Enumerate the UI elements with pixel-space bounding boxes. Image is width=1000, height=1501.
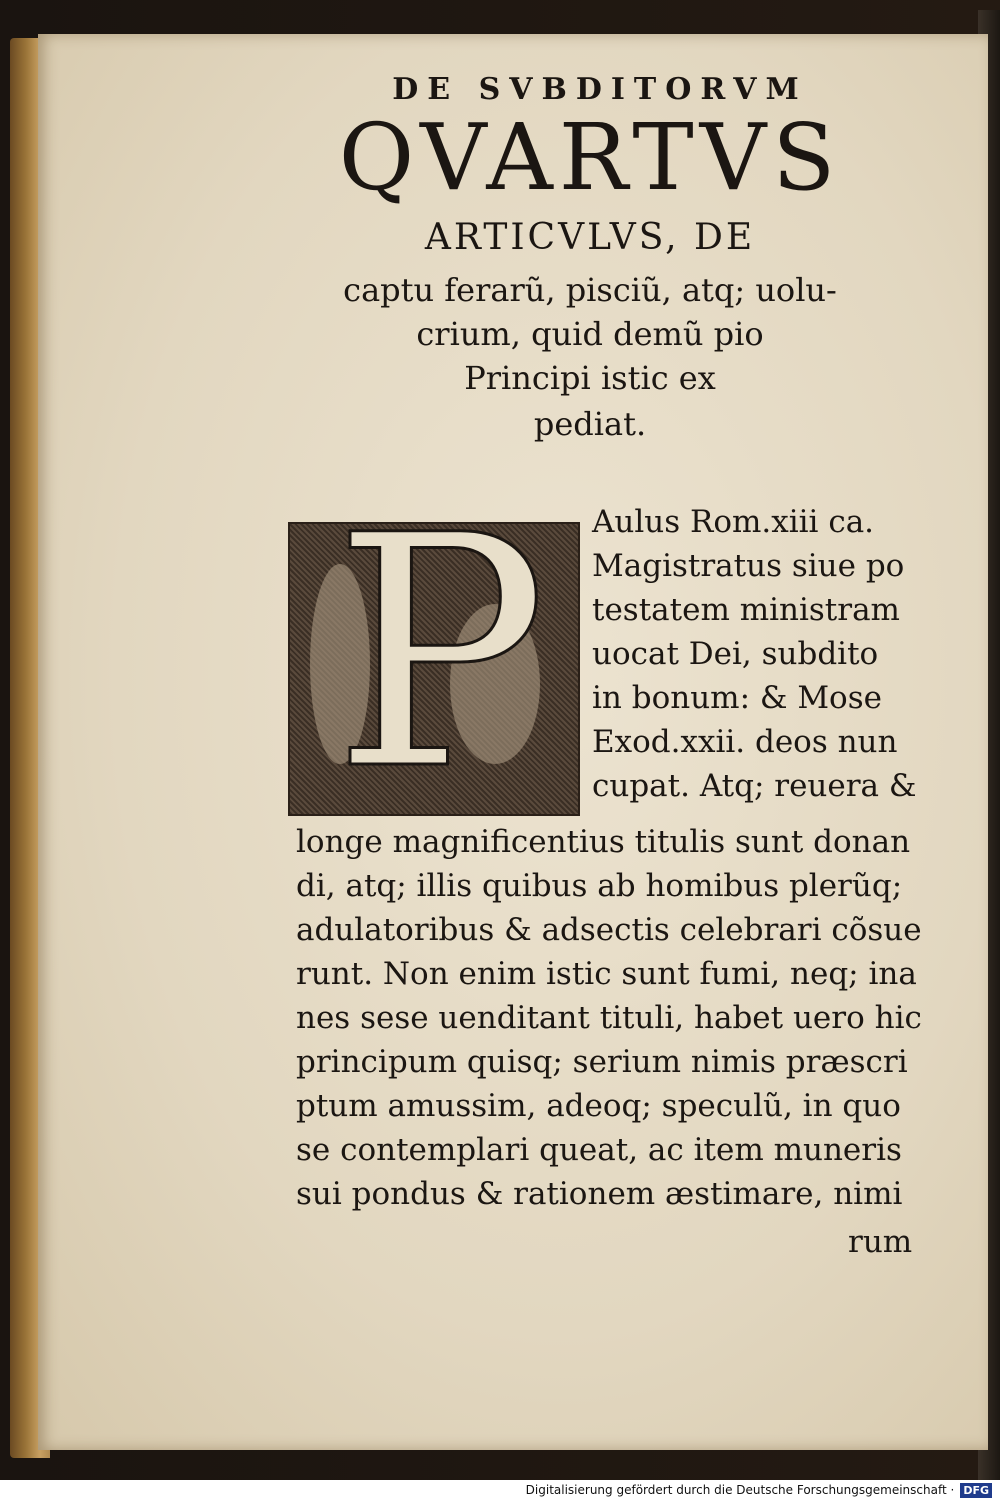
decorated-initial: [288, 522, 580, 816]
dfg-logo: DFG: [960, 1483, 992, 1498]
body-line-11: runt. Non enim istic sunt fumi, neq; ina: [296, 956, 917, 992]
body-line-9: di, atq; illis quibus ab homibus plerũq;: [296, 868, 903, 904]
body-line-7: cupat. Atq; reuera &: [592, 768, 917, 804]
body-line-4: uocat Dei, subdito: [592, 636, 879, 672]
body-line-8: longe magnificentius titulis sunt donan: [296, 824, 911, 860]
running-head: DE SVBDITORVM: [392, 72, 808, 107]
body-line-14: ptum amussim, adeoq; speculũ, in quo: [296, 1088, 901, 1124]
body-line-3: testatem ministram: [592, 592, 900, 628]
body-line-15: se contemplari queat, ac item muneris: [296, 1132, 902, 1168]
title-line-1: ARTICVLVS, DE: [424, 217, 756, 258]
footer-credit: Digitalisierung gefördert durch die Deutsche Forschungsgemeinschaft ·: [525, 1483, 955, 1497]
body-line-6: Exod.xxii. deos nun: [592, 724, 898, 760]
title-line-5: pediat.: [533, 405, 647, 443]
title-line-3: crium, quid demũ pio: [416, 315, 764, 353]
title-line-4: Principi istic ex: [464, 359, 716, 397]
body-line-5: in bonum: & Mose: [592, 680, 882, 716]
body-line-10: adulatoribus & adsectis celebrari cõsue: [296, 912, 922, 948]
footer-bar: [0, 1480, 1000, 1501]
body-line-16: sui pondus & rationem æstimare, nimi: [296, 1176, 903, 1212]
catchword: rum: [848, 1224, 913, 1260]
body-line-12: nes sese uenditant tituli, habet uero hic: [296, 1000, 922, 1036]
body-line-1: Aulus Rom.xiii ca.: [592, 504, 875, 540]
title-line-2: captu ferarũ, pisciũ, atq; uolu-: [343, 271, 837, 309]
body-line-2: Magistratus siue po: [592, 548, 905, 584]
initial-letter: P: [332, 522, 548, 816]
body-line-13: principum quisq; serium nimis præscri: [296, 1044, 908, 1080]
chapter-title: QVARTVS: [338, 104, 842, 211]
